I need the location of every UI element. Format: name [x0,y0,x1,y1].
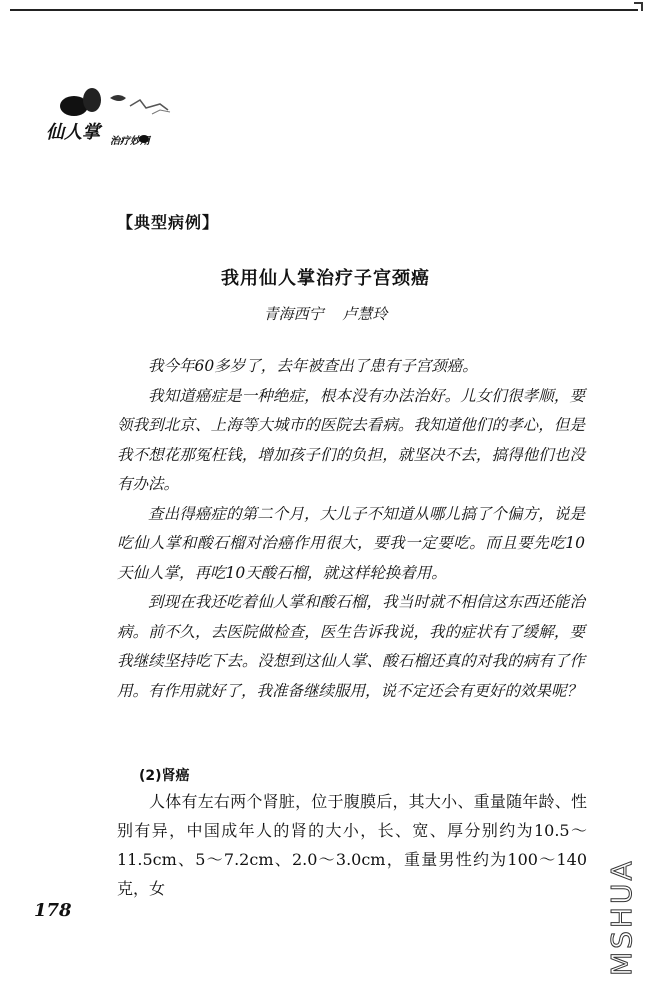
corner-mark [634,2,643,11]
body-paragraph: 人体有左右两个肾脏，位于腹膜后，其大小、重量随年龄、性别有异，中国成年人的肾的大小，长、宽、厚分别约为10.5～11.5cm、5～7.2cm、2.0～3.0cm，重量男性约为100～140克，女 [117,792,587,898]
book-subtitle: 治疗妙用 [110,136,150,147]
story-paragraph: 我知道癌症是一种绝症，根本没有办法治好。儿女们很孝顺，要领我到北京、上海等大城市的医院去看病。我知道他们的孝心，但是我不想花那冤枉钱，增加孩子们的负担，就坚决不去，搞得他们也没有办法。 [117,386,585,493]
section-label: 【典型病例】 [117,213,220,232]
story-paragraph: 我今年60多岁了，去年被查出了患有子宫颈癌。 [148,357,478,375]
subsection-heading: (2)肾癌 [139,768,190,784]
article-title: 我用仙人掌治疗子宫颈癌 [221,268,430,289]
byline: 青海西宁 卢慧玲 [263,305,388,323]
top-rule [10,9,638,11]
watermark: MSHUA [605,858,638,976]
story-paragraph: 到现在我还吃着仙人掌和酸石榴，我当时就不相信这东西还能治病。前不久，去医院做检查，医生告诉我说，我的症状有了缓解，要我继续坚持吃下去。没想到这仙人掌、酸石榴还真的对我的病有了作用。有作用就好了，我准备继续服用，说不定还会有更好的效果呢？ [117,593,585,700]
case-story [117,352,585,706]
story-paragraph: 查出得癌症的第二个月，大儿子不知道从哪儿搞了个偏方，说是吃仙人掌和酸石榴对治癌作用很大，要我一定要吃。而且要先吃10天仙人掌，再吃10天酸石榴，就这样轮换着用。 [117,504,585,582]
book-title: 仙人掌 [46,122,100,143]
page-number: 178 [34,900,72,921]
running-header-logo [40,88,230,158]
subsection-body [117,787,587,903]
